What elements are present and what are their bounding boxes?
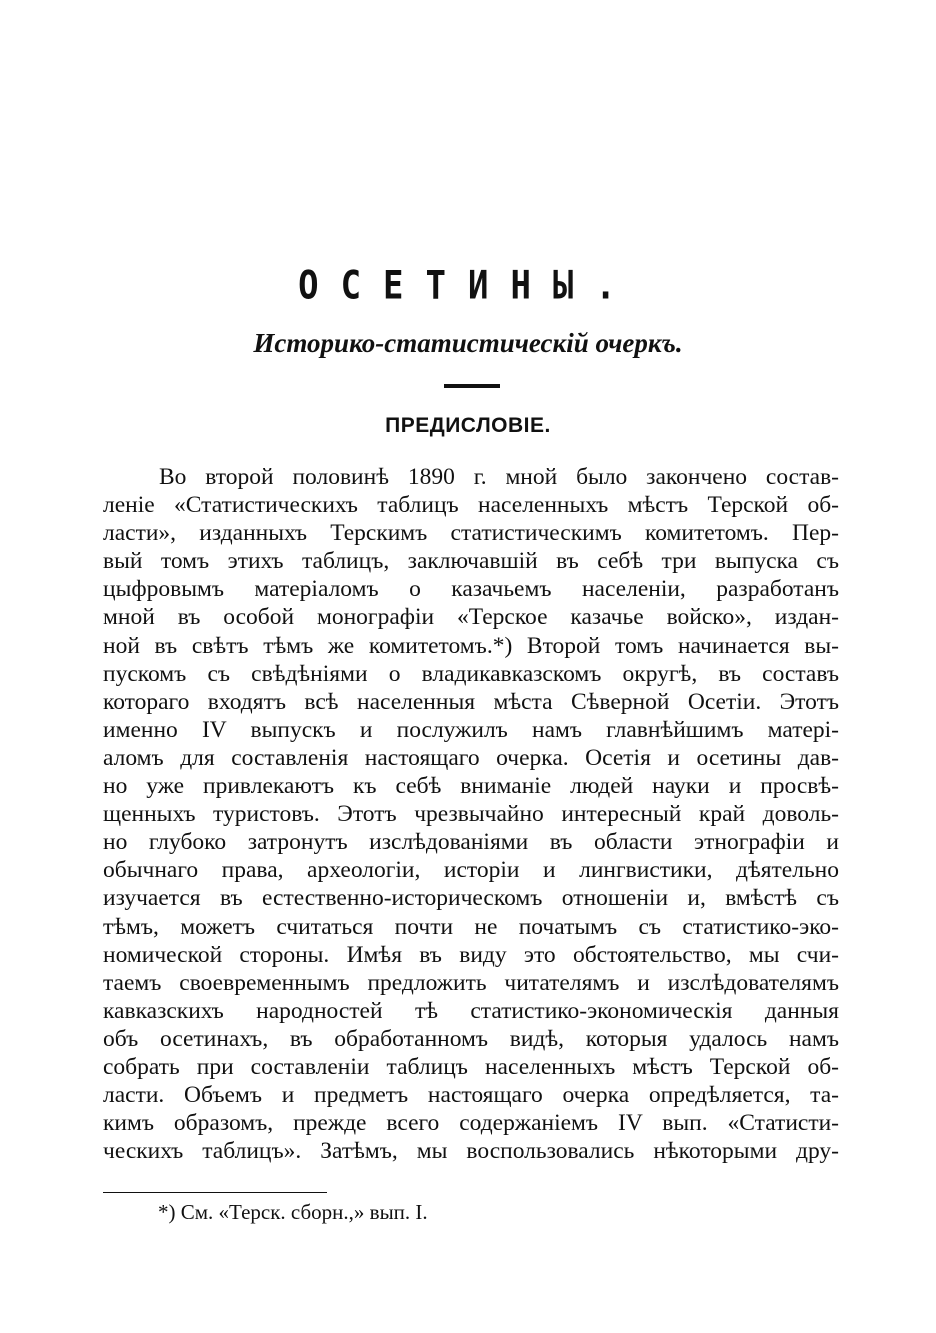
body-line: именно IV выпускъ и послужилъ намъ главнѣйшимъ матері- xyxy=(103,716,839,743)
body-line: ласти», изданныхъ Терскимъ статистическимъ комитетомъ. Пер- xyxy=(103,520,839,547)
body-line: кавказскихъ народностей тѣ статистико-экономическія данныя xyxy=(103,997,839,1024)
body-line: цыфровымъ матеріаломъ о казачьемъ населеніи, разработанъ xyxy=(103,576,839,603)
body-line: изучается въ естественно-историческомъ отношеніи и, вмѣстѣ съ xyxy=(103,885,839,912)
body-line: объ осетинахъ, въ обработанномъ видѣ, которыя удалось намъ xyxy=(103,1025,839,1052)
body-line: номической стороны. Имѣя въ виду это обстоятельство, мы счи- xyxy=(103,941,839,968)
body-line: мной въ особой монографіи «Терское казачье войско», издан- xyxy=(103,604,839,631)
body-line: щенныхъ туристовъ. Этотъ чрезвычайно интересный край доволь- xyxy=(103,801,839,828)
body-line: Во второй половинѣ 1890 г. мной было закончено состав- xyxy=(159,464,839,490)
body-line: тѣмъ, можетъ считаться почти не початымъ съ статистико-эко- xyxy=(103,913,839,940)
body-paragraph xyxy=(103,463,839,1165)
body-line: кимъ образомъ, прежде всего содержаніемъ IV вып. «Статисти- xyxy=(103,1110,839,1137)
body-line: пускомъ съ свѣдѣніями о владикавказскомъ округѣ, въ составъ xyxy=(103,660,839,687)
body-line: ласти. Объемъ и предметъ настоящаго очерка опредѣляется, та- xyxy=(103,1082,839,1109)
body-line: собрать при составленіи таблицъ населенныхъ мѣстъ Терской об- xyxy=(103,1053,839,1080)
body-line: ной въ свѣтъ тѣмъ же комитетомъ.*) Второй томъ начинается вы- xyxy=(103,632,839,659)
body-line: вый томъ этихъ таблицъ, заключавшій въ себѣ три выпуска съ xyxy=(103,548,839,575)
body-line: таемъ своевременнымъ предложить читателямъ и изслѣдователямъ xyxy=(103,969,839,996)
page-subtitle: Историко-статистическій очеркъ. xyxy=(253,328,683,358)
page-title: ОСЕТИНЫ. xyxy=(298,263,638,309)
body-line: леніе «Статистическихъ таблицъ населенныхъ мѣстъ Терской об- xyxy=(103,492,839,519)
body-line: котораго входятъ всѣ населенныя мѣста Сѣверной Осетіи. Этотъ xyxy=(103,688,839,715)
footnote-divider xyxy=(103,1192,327,1193)
section-heading: ПРЕДИСЛОВІЕ. xyxy=(385,414,551,437)
title-divider xyxy=(444,384,500,388)
body-line: но уже привлекаютъ къ себѣ вниманіе людей науки и просвѣ- xyxy=(103,773,839,800)
body-line: но глубоко затронутъ изслѣдованіями въ области этнографіи и xyxy=(103,829,839,856)
footnote: *) См. «Терск. сборн.,» вып. I. xyxy=(158,1200,428,1224)
body-line: аломъ для составленія настоящаго очерка. Осетія и осетины дав- xyxy=(103,744,839,771)
body-line: ческихъ таблицъ». Затѣмъ, мы воспользовались нѣкоторыми дру- xyxy=(103,1138,839,1165)
body-line: обычнаго права, археологіи, исторіи и лингвистики, дѣятельно xyxy=(103,857,839,884)
